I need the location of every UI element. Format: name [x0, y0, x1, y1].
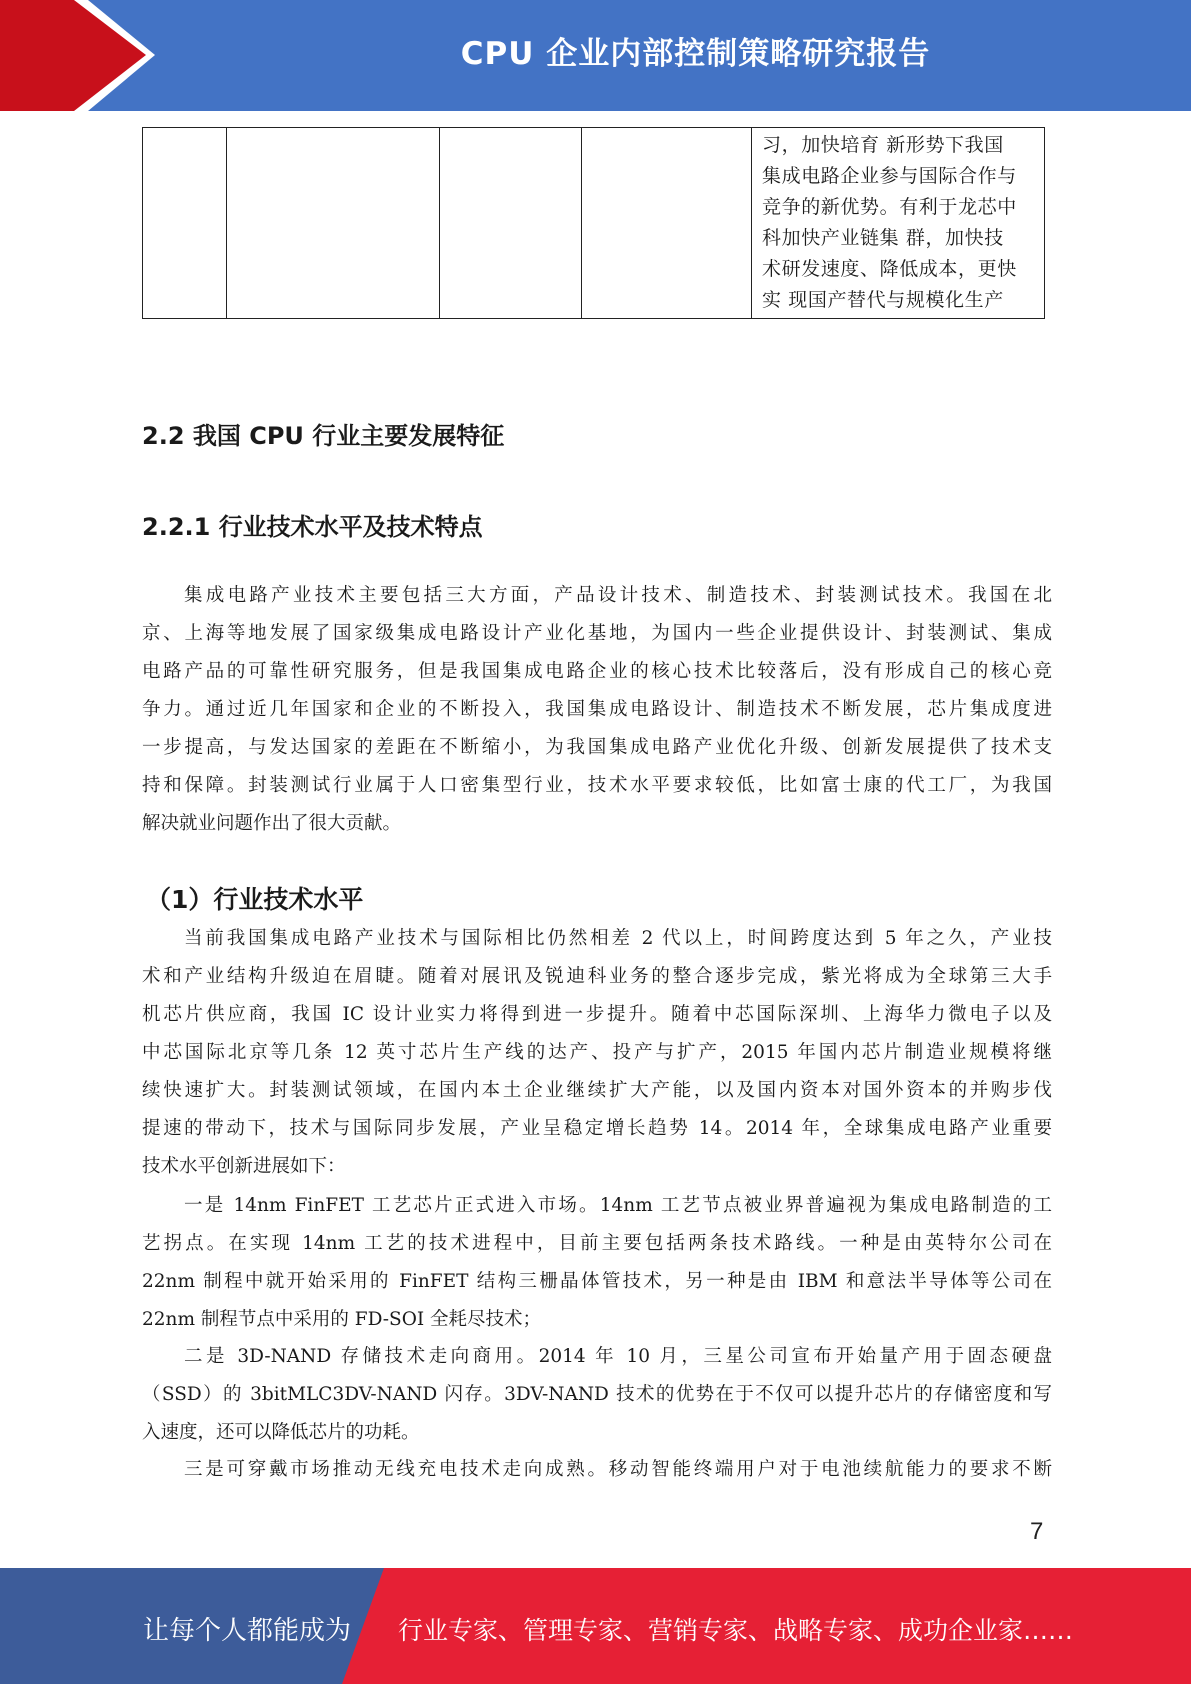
paragraph-tech-overview [142, 577, 1052, 843]
text-line: 22nm 制程节点中采用的 FD-SOI 全耗尽技术； [142, 1309, 542, 1330]
table-cell [440, 128, 582, 319]
section-heading-2-2: 2.2 我国 CPU 行业主要发展特征 [142, 422, 505, 450]
table-cell [582, 128, 752, 319]
footer-slogan-left: 让每个人都能成为 [143, 1616, 352, 1646]
text-line: 入速度，还可以降低芯片的功耗。 [142, 1422, 420, 1443]
text-line: 一是 14nm FinFET 工艺芯片正式进入市场。14nm 工艺节点被业界普遍视为集成电路制造的工 [184, 1195, 1052, 1216]
text-line: 提速的带动下，技术与国际同步发展，产业呈稳定增长趋势 14。2014 年，全球集成电路产业重要 [142, 1118, 1052, 1139]
text-line: 机芯片供应商，我国 IC 设计业实力将得到进一步提升。随着中芯国际深圳、上海华力微电子以及 [142, 1004, 1052, 1025]
text-line: 续快速扩大。封装测试领域，在国内本土企业继续扩大产能，以及国内资本对国外资本的并购步伐 [142, 1080, 1052, 1101]
paragraph-item-finfet [142, 1187, 1052, 1339]
table-cell-line: 实 现国产替代与规模化生产 [762, 289, 1004, 311]
table-cell [227, 128, 440, 319]
text-line: 解决就业问题作出了很大贡献。 [142, 813, 402, 834]
text-line: 一步提高，与发达国家的差距在不断缩小，为我国集成电路产业优化升级、创新发展提供了技术支 [142, 737, 1052, 758]
page-number: 7 [1030, 1518, 1044, 1545]
section-heading-2-2-1: 2.2.1 行业技术水平及技术特点 [142, 513, 483, 541]
table-cell-line: 习，加快培育 新形势下我国 [762, 134, 1004, 156]
continued-table [142, 127, 1045, 319]
text-line: 京、上海等地发展了国家级集成电路设计产业化基地，为国内一些企业提供设计、封装测试、集成 [142, 623, 1052, 644]
text-line: 艺拐点。在实现 14nm 工艺的技术进程中，目前主要包括两条技术路线。一种是由英特尔公司在 [142, 1233, 1052, 1254]
text-line: 中芯国际北京等几条 12 英寸芯片生产线的达产、投产与扩产，2015 年国内芯片制造业规模将继 [142, 1042, 1052, 1063]
text-line: 22nm 制程中就开始采用的 FinFET 结构三栅晶体管技术，另一种是由 IBM 和意法半导体等公司在 [142, 1271, 1052, 1292]
text-line: 集成电路产业技术主要包括三大方面，产品设计技术、制造技术、封装测试技术。我国在北 [184, 585, 1052, 606]
paragraph-item-wireless-charging [142, 1451, 1052, 1489]
table-row [143, 128, 1045, 319]
text-line: 持和保障。封装测试行业属于人口密集型行业，技术水平要求较低，比如富士康的代工厂，为我国 [142, 775, 1052, 796]
text-line: 当前我国集成电路产业技术与国际相比仍然相差 2 代以上，时间跨度达到 5 年之久，产业技 [184, 928, 1052, 949]
text-line: （SSD）的 3bitMLC3DV-NAND 闪存。3DV-NAND 技术的优势在于不仅可以提升芯片的存储密度和写 [142, 1384, 1052, 1405]
paragraph-tech-level [142, 920, 1052, 1186]
subsection-heading-1: （1）行业技术水平 [146, 885, 364, 914]
table-cell-text [752, 128, 1045, 319]
table-cell-line: 集成电路企业参与国际合作与 [762, 165, 1017, 187]
text-line: 二是 3D-NAND 存储技术走向商用。2014 年 10 月，三星公司宣布开始量产用于固态硬盘 [184, 1346, 1052, 1367]
text-line: 术和产业结构升级迫在眉睫。随着对展讯及锐迪科业务的整合逐步完成，紫光将成为全球第三大手 [142, 966, 1052, 987]
table-cell-line: 科加快产业链集 群，加快技 [762, 227, 1004, 249]
table-cell-line: 术研发速度、降低成本，更快 [762, 258, 1017, 280]
table-cell [143, 128, 227, 319]
footer-slogan-right: 行业专家、管理专家、营销专家、战略专家、成功企业家…… [398, 1616, 1074, 1645]
text-line: 三是可穿戴市场推动无线充电技术走向成熟。移动智能终端用户对于电池续航能力的要求不断 [184, 1459, 1052, 1480]
text-line: 技术水平创新进展如下： [142, 1156, 346, 1177]
table-cell-line: 竞争的新优势。有利于龙芯中 [762, 196, 1017, 218]
text-line: 争力。通过近几年国家和企业的不断投入，我国集成电路设计、制造技术不断发展，芯片集成度进 [142, 699, 1052, 720]
text-line: 电路产品的可靠性研究服务，但是我国集成电路企业的核心技术比较落后，没有形成自己的核心竞 [142, 661, 1052, 682]
paragraph-item-3d-nand [142, 1338, 1052, 1452]
report-title: CPU 企业内部控制策略研究报告 [460, 36, 931, 72]
